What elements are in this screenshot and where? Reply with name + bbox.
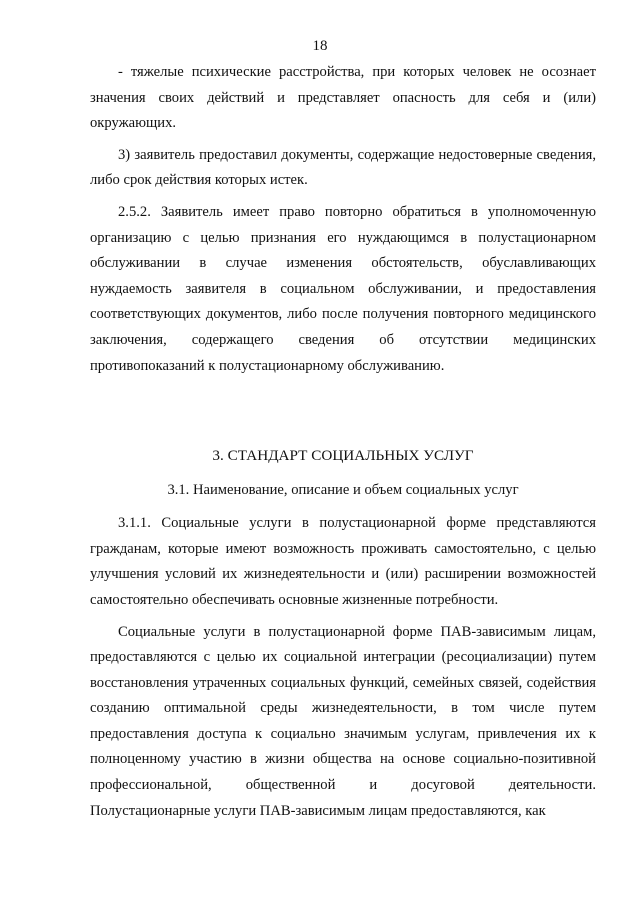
section-title: 3. СТАНДАРТ СОЦИАЛЬНЫХ УСЛУГ [212,447,474,465]
paragraph-invalid-documents: 3) заявитель предоставил документы, содержащие недостоверные сведения, либо срок действия которых истек. [90,146,596,189]
paragraph-severe-disorders: - тяжелые психические расстройства, при которых человек не осознает значения своих действий и представляет опасность для себя и (или) окружающих. [90,64,596,132]
subsection-title: 3.1. Наименование, описание и объем социальных услуг [167,482,519,499]
document-body [90,60,596,824]
page-number: 18 [312,38,328,54]
paragraph-pav-services: Социальные услуги в полустационарной форме ПАВ-зависимым лицам, предоставляются с целью их социальной интеграции (ресоциализации) путем восстановления утраченных социальных функций, семейных связей, содействия созданию оптимальной среды жизнедеятельности, в том числе путем предоставления доступа к социально значимым услугам, привлечения их к полноценному участию в жизни общества на основе социально-позитивной профессиональной, общественной и досуговой деятельности. Полустационарные услуги ПАВ-зависимым лицам предоставляются, как [90,623,596,819]
paragraph-3-1-1: 3.1.1. Социальные услуги в полустационарной форме представляются гражданам, которые имеют возможность проживать самостоятельно, с целью улучшения условий их жизнедеятельности и (или) расширении возможностей самостоятельно обеспечивать основные жизненные потребности. [90,515,596,608]
paragraph-2-5-2: 2.5.2. Заявитель имеет право повторно обратиться в уполномоченную организацию с целью признания его нуждающимся в полустационарном обслуживании в случае изменения обстоятельств, обуславливающих нуждаемость заявителя в социальном обслуживании, и предоставления соответствующих документов, либо после получения повторного медицинского заключения, содержащего сведения об отсутствии медицинских противопоказаний к полустационарному обслуживанию. [90,203,596,374]
